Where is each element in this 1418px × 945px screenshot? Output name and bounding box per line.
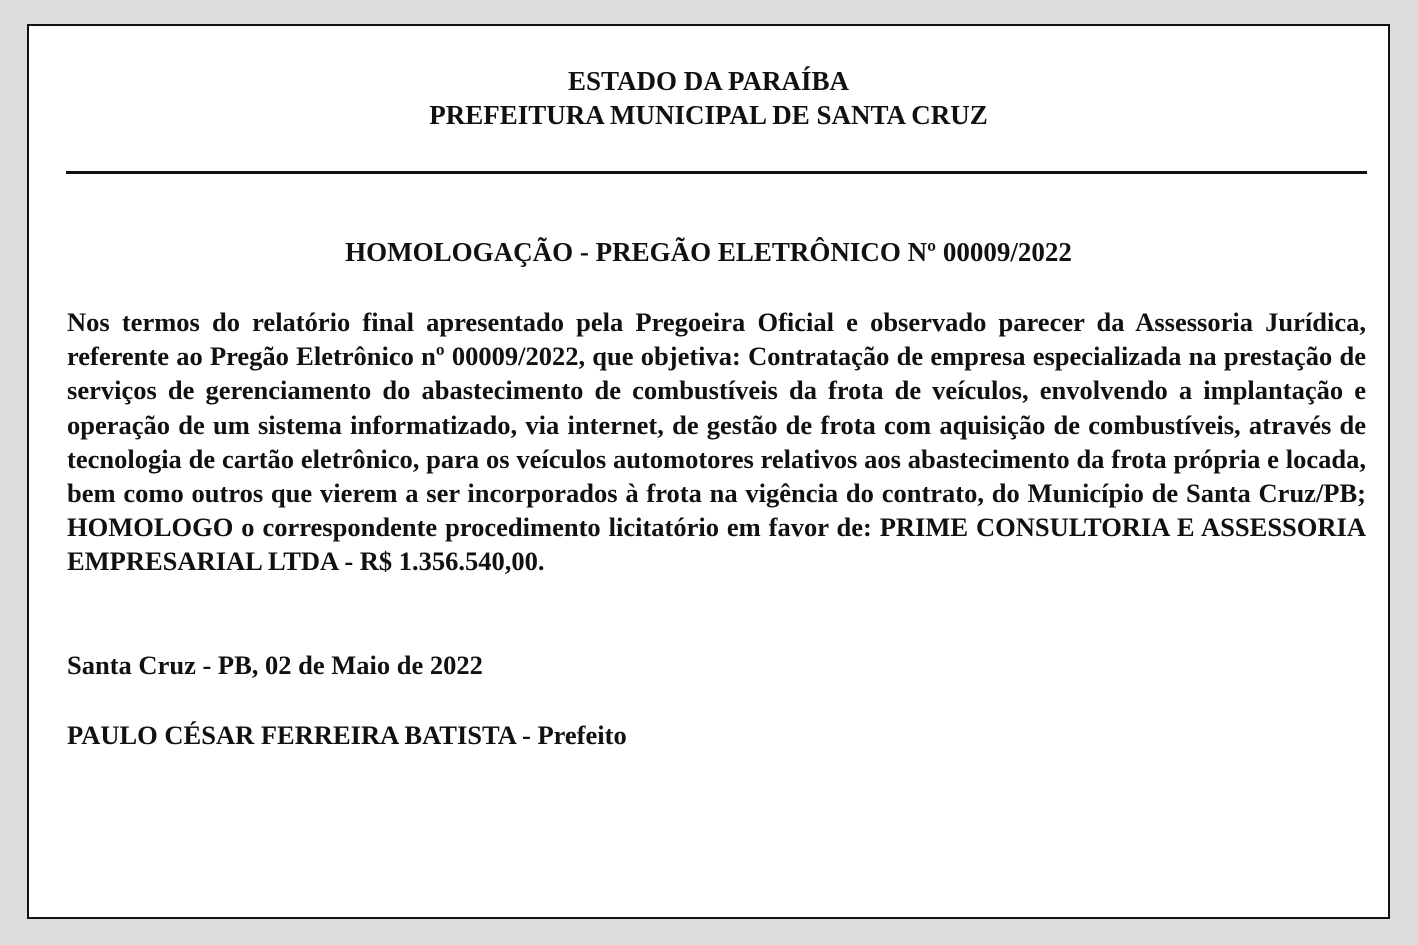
header-divider — [66, 171, 1367, 174]
municipality-name: PREFEITURA MUNICIPAL DE SANTA CRUZ — [429, 100, 988, 130]
document-title: HOMOLOGAÇÃO - PREGÃO ELETRÔNICO Nº 00009/2022 — [345, 237, 1072, 267]
notice-header — [29, 64, 1388, 132]
homologation-text: Nos termos do relatório final apresentado pela Pregoeira Oficial e observado parecer da Assessoria Jurídica, referente ao Pregão Eletrônico nº 00009/2022, que objetiva: Contratação de empresa especializada na prestação de serviços de gerenciamento do abastecimento de combustíveis da frota de veículos, envolvendo a implantação e operação de um sistema informatizado, via internet, de gestão de frota com aquisição de combustíveis, através de tecnologia de cartão eletrônico, para os veículos automotores relativos aos abastecimento da frota própria e locada, bem como outros que vierem a ser incorporados à frota na vigência do contrato, do Município de Santa Cruz/PB; HOMOLOGO o correspondente procedimento licitatório em favor de: PRIME CONSULTORIA E ASSESSORIA EMPRESARIAL LTDA - R$ 1.356.540,00. — [67, 307, 1366, 577]
official-notice — [27, 24, 1390, 919]
place-and-date: Santa Cruz - PB, 02 de Maio de 2022 — [67, 650, 483, 680]
signatory: PAULO CÉSAR FERREIRA BATISTA - Prefeito — [67, 720, 627, 750]
state-name: ESTADO DA PARAÍBA — [567, 66, 850, 96]
